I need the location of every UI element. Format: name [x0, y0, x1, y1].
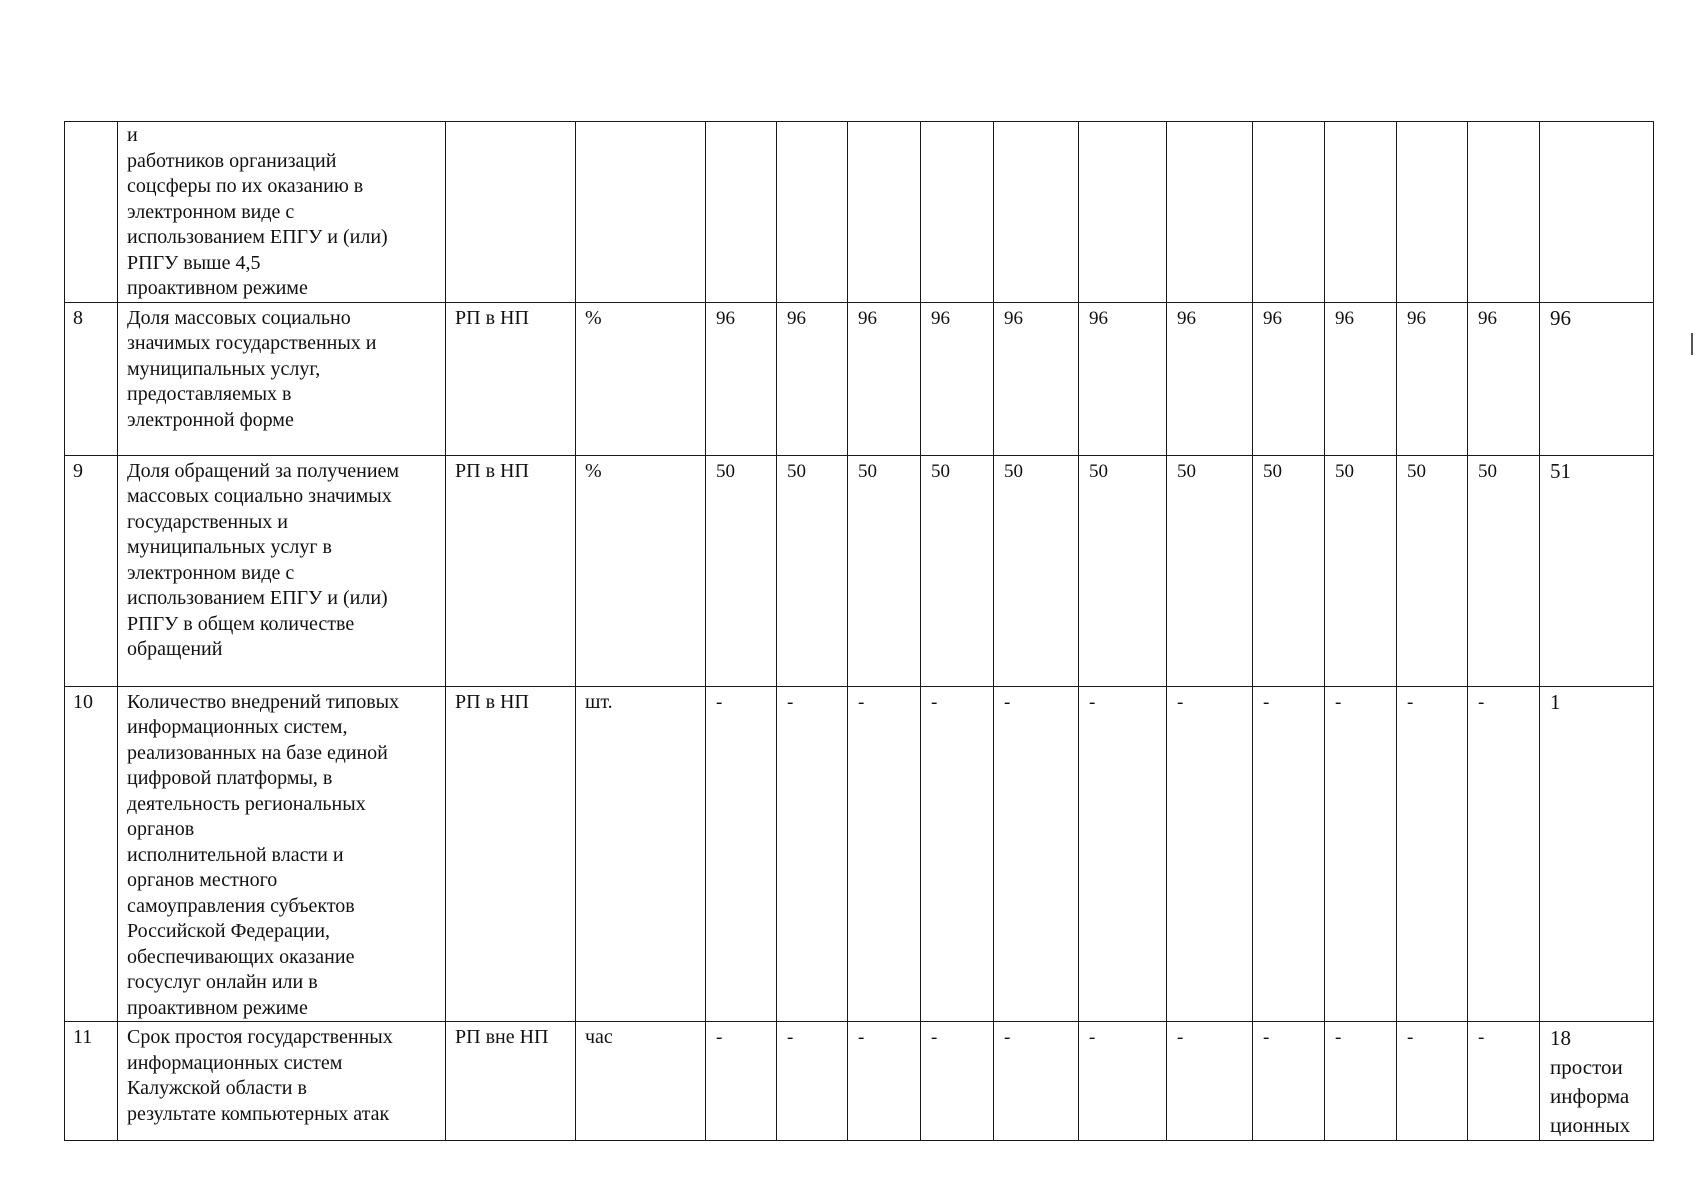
indicator-value: 50: [706, 455, 777, 686]
indicator-value: 96: [1079, 302, 1167, 455]
indicator-value: 50: [1397, 455, 1468, 686]
table-row: [65, 455, 1654, 686]
indicator-value: -: [921, 686, 994, 1022]
indicator-value: 50: [848, 455, 921, 686]
indicator-value: 18 простои информа ционных: [1540, 1022, 1654, 1141]
row-number: 11: [65, 1022, 118, 1141]
indicator-name: и работников организаций соцсферы по их оказанию в электронном виде с использованием ЕПГУ и (или) РПГУ выше 4,5 проактивном режиме: [118, 122, 446, 303]
indicator-value: -: [1468, 686, 1540, 1022]
unit-of-measure: [576, 122, 706, 303]
indicator-value: -: [1167, 1022, 1253, 1141]
indicator-level: РП в НП: [446, 455, 576, 686]
indicator-level: РП в НП: [446, 302, 576, 455]
indicator-value: [1167, 122, 1253, 303]
indicator-value: 96: [777, 302, 848, 455]
unit-of-measure: %: [576, 302, 706, 455]
row-number: 10: [65, 686, 118, 1022]
indicator-value: 96: [1167, 302, 1253, 455]
indicator-value: -: [1397, 1022, 1468, 1141]
indicator-level: [446, 122, 576, 303]
indicator-value: -: [994, 1022, 1079, 1141]
indicator-level: РП в НП: [446, 686, 576, 1022]
indicator-value: [706, 122, 777, 303]
indicator-value: -: [1468, 1022, 1540, 1141]
indicator-name: Доля обращений за получением массовых социально значимых государственных и муниципальных услуг в электронном виде с использованием ЕПГУ и (или) РПГУ в общем количестве обращений: [118, 455, 446, 686]
row-number: 9: [65, 455, 118, 686]
indicator-value: 50: [994, 455, 1079, 686]
indicator-value: 50: [1079, 455, 1167, 686]
indicator-value: -: [777, 686, 848, 1022]
indicator-value: [1079, 122, 1167, 303]
indicator-value: [1253, 122, 1325, 303]
indicator-value: -: [1325, 1022, 1397, 1141]
margin-mark: [1691, 333, 1693, 355]
table-row: [65, 122, 1654, 303]
indicator-value: 50: [1468, 455, 1540, 686]
indicator-name: Срок простоя государственных информационных систем Калужской области в результате компьютерных атак: [118, 1022, 446, 1141]
indicator-value: 50: [1167, 455, 1253, 686]
table-row: [65, 686, 1654, 1022]
indicator-value: 51: [1540, 455, 1654, 686]
indicator-value: 50: [921, 455, 994, 686]
indicator-value: -: [1253, 686, 1325, 1022]
indicator-value: [777, 122, 848, 303]
indicator-value: 96: [1468, 302, 1540, 455]
row-number: [65, 122, 118, 303]
unit-of-measure: %: [576, 455, 706, 686]
unit-of-measure: шт.: [576, 686, 706, 1022]
indicator-value: 50: [1325, 455, 1397, 686]
indicator-value: [1325, 122, 1397, 303]
indicator-name: Количество внедрений типовых информационных систем, реализованных на базе единой цифровой платформы, в деятельность региональных органов исполнительной власти и органов местного самоуправления субъектов Российской Федерации, обеспечивающих оказание госуслуг онлайн или в проактивном режиме: [118, 686, 446, 1022]
table-row: [65, 1022, 1654, 1141]
row-number: 8: [65, 302, 118, 455]
indicator-value: -: [1325, 686, 1397, 1022]
indicator-value: 96: [706, 302, 777, 455]
indicator-value: [1397, 122, 1468, 303]
indicator-value: 96: [994, 302, 1079, 455]
table-row: [65, 302, 1654, 455]
indicator-value: -: [994, 686, 1079, 1022]
indicator-value: -: [848, 686, 921, 1022]
indicator-level: РП вне НП: [446, 1022, 576, 1141]
indicator-value: [921, 122, 994, 303]
indicator-value: -: [1397, 686, 1468, 1022]
indicator-value: 96: [1325, 302, 1397, 455]
indicator-value: -: [848, 1022, 921, 1141]
indicator-value: 96: [848, 302, 921, 455]
indicator-value: [1468, 122, 1540, 303]
indicator-value: -: [706, 1022, 777, 1141]
indicator-value: 50: [1253, 455, 1325, 686]
indicator-value: 50: [777, 455, 848, 686]
indicator-value: -: [1079, 686, 1167, 1022]
unit-of-measure: час: [576, 1022, 706, 1141]
indicator-value: 96: [1397, 302, 1468, 455]
indicator-value: [994, 122, 1079, 303]
indicators-table: [64, 121, 1654, 1141]
indicator-value: 96: [921, 302, 994, 455]
indicator-value: -: [1253, 1022, 1325, 1141]
indicator-value: -: [921, 1022, 994, 1141]
indicator-value: [1540, 122, 1654, 303]
indicator-name: Доля массовых социально значимых государственных и муниципальных услуг, предоставляемых в электронной форме: [118, 302, 446, 455]
indicator-value: -: [1079, 1022, 1167, 1141]
indicator-value: -: [1167, 686, 1253, 1022]
indicator-value: 96: [1540, 302, 1654, 455]
indicator-value: 1: [1540, 686, 1654, 1022]
indicator-value: -: [706, 686, 777, 1022]
indicator-value: [848, 122, 921, 303]
indicator-value: 96: [1253, 302, 1325, 455]
indicator-value: -: [777, 1022, 848, 1141]
